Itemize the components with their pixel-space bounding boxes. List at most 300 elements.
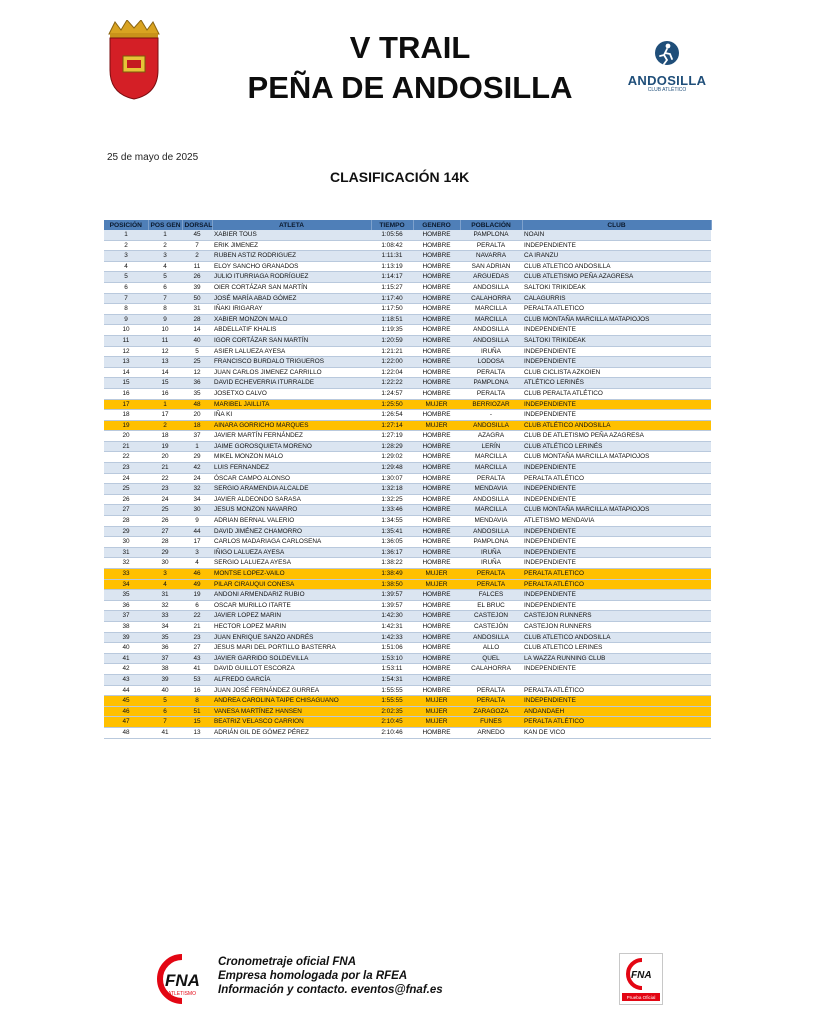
cell-poblacion: ANDOSILLA — [460, 325, 522, 336]
cell-pos-gen: 23 — [148, 484, 182, 495]
cell-dorsal: 36 — [182, 378, 212, 389]
table-row — [104, 632, 711, 643]
cell-tiempo: 1:22:00 — [371, 357, 413, 368]
cell-genero: HOMBRE — [413, 325, 460, 336]
table-row — [104, 621, 711, 632]
cell-poblacion: PAMPLONA — [460, 537, 522, 548]
table-row — [104, 420, 711, 431]
cell-genero: HOMBRE — [413, 484, 460, 495]
cell-genero: HOMBRE — [413, 346, 460, 357]
cell-pos: 35 — [104, 590, 148, 601]
cell-pos-gen: 39 — [148, 674, 182, 685]
cell-dorsal: 34 — [182, 494, 212, 505]
cell-genero: HOMBRE — [413, 240, 460, 251]
cell-tiempo: 1:20:59 — [371, 335, 413, 346]
cell-poblacion: QUEL — [460, 653, 522, 664]
cell-tiempo: 1:18:51 — [371, 314, 413, 325]
cell-club: INDEPENDIENTE — [522, 600, 711, 611]
town-crest-logo — [103, 20, 165, 100]
cell-pos: 26 — [104, 494, 148, 505]
table-row — [104, 431, 711, 442]
table-row — [104, 335, 711, 346]
cell-pos-gen: 22 — [148, 473, 182, 484]
cell-tiempo: 1:53:11 — [371, 664, 413, 675]
cell-genero: MUJER — [413, 579, 460, 590]
cell-dorsal: 46 — [182, 569, 212, 580]
col-posicion: POSICIÓN — [104, 220, 148, 230]
cell-dorsal: 29 — [182, 452, 212, 463]
table-row — [104, 293, 711, 304]
cell-dorsal: 42 — [182, 463, 212, 474]
cell-atleta: ANDONI ARMENDARIZ RUBIO — [212, 590, 371, 601]
cell-pos-gen: 25 — [148, 505, 182, 516]
cell-club: PERALTA ATLÉTICO — [522, 473, 711, 484]
cell-atleta: SERGIO LALUEZA AYESA — [212, 558, 371, 569]
cell-atleta: SERGIO ARAMENDIA ALCALDE — [212, 484, 371, 495]
classification-title: CLASIFICACIÓN 14K — [330, 169, 470, 185]
cell-club: INDEPENDIENTE — [522, 537, 711, 548]
cell-pos: 23 — [104, 463, 148, 474]
table-row — [104, 399, 711, 410]
cell-pos: 33 — [104, 569, 148, 580]
cell-pos: 45 — [104, 696, 148, 707]
cell-pos: 46 — [104, 706, 148, 717]
cell-genero: HOMBRE — [413, 251, 460, 262]
cell-atleta: MARIBEL JAILLITA — [212, 399, 371, 410]
cell-club — [522, 674, 711, 685]
cell-club: INDEPENDIENTE — [522, 463, 711, 474]
cell-poblacion: IRUÑA — [460, 558, 522, 569]
cell-atleta: JUAN JOSÉ FERNÁNDEZ GURREA — [212, 685, 371, 696]
cell-pos: 17 — [104, 399, 148, 410]
cell-tiempo: 1:29:02 — [371, 452, 413, 463]
cell-genero: HOMBRE — [413, 463, 460, 474]
cell-atleta: ANDREA CAROLINA TAIPE CHISAGUANO — [212, 696, 371, 707]
cell-tiempo: 1:08:42 — [371, 240, 413, 251]
cell-pos: 28 — [104, 516, 148, 527]
cell-atleta: HECTOR LOPEZ MARIN — [212, 621, 371, 632]
table-row — [104, 590, 711, 601]
cell-dorsal: 1 — [182, 441, 212, 452]
cell-tiempo: 1:53:10 — [371, 653, 413, 664]
cell-club: NOAIN — [522, 230, 711, 240]
cell-club: CLUB CICLISTA AZKOIEN — [522, 367, 711, 378]
cell-genero: HOMBRE — [413, 367, 460, 378]
cell-tiempo: 1:36:17 — [371, 547, 413, 558]
cell-genero: HOMBRE — [413, 441, 460, 452]
cell-tiempo: 1:33:46 — [371, 505, 413, 516]
cell-club: INDEPENDIENTE — [522, 494, 711, 505]
cell-dorsal: 49 — [182, 579, 212, 590]
cell-poblacion: MARCILLA — [460, 463, 522, 474]
cell-genero: HOMBRE — [413, 378, 460, 389]
cell-pos-gen: 21 — [148, 463, 182, 474]
cell-pos: 7 — [104, 293, 148, 304]
cell-tiempo: 1:19:35 — [371, 325, 413, 336]
cell-genero: HOMBRE — [413, 526, 460, 537]
cell-pos: 21 — [104, 441, 148, 452]
table-row — [104, 494, 711, 505]
cell-poblacion: LERÍN — [460, 441, 522, 452]
runner-icon — [654, 40, 680, 68]
cell-genero: HOMBRE — [413, 261, 460, 272]
cell-poblacion: CALAHORRA — [460, 664, 522, 675]
cell-club: CASTEJON RUNNERS — [522, 621, 711, 632]
cell-pos: 13 — [104, 357, 148, 368]
cell-pos-gen: 20 — [148, 452, 182, 463]
cell-tiempo: 1:05:56 — [371, 230, 413, 240]
cell-tiempo: 2:10:46 — [371, 727, 413, 738]
cell-dorsal: 51 — [182, 706, 212, 717]
cell-club: CLUB DE ATLETISMO PEÑA AZAGRESA — [522, 431, 711, 442]
cell-pos-gen: 29 — [148, 547, 182, 558]
cell-pos-gen: 6 — [148, 706, 182, 717]
cell-club: INDEPENDIENTE — [522, 357, 711, 368]
cell-pos-gen: 8 — [148, 304, 182, 315]
cell-pos: 40 — [104, 643, 148, 654]
cell-poblacion: ZARAGOZA — [460, 706, 522, 717]
cell-club: INDEPENDIENTE — [522, 484, 711, 495]
cell-atleta: FRANCISCO BURDALO TRIGUEROS — [212, 357, 371, 368]
table-row — [104, 505, 711, 516]
cell-club: PERALTA ATLETICO — [522, 569, 711, 580]
cell-poblacion: MARCILLA — [460, 505, 522, 516]
table-row — [104, 261, 711, 272]
table-row — [104, 452, 711, 463]
cell-pos: 34 — [104, 579, 148, 590]
cell-genero: HOMBRE — [413, 632, 460, 643]
cell-pos-gen: 40 — [148, 685, 182, 696]
cell-club: PERALTA ATLÉTICO — [522, 579, 711, 590]
cell-pos: 6 — [104, 282, 148, 293]
cell-pos-gen: 6 — [148, 282, 182, 293]
table-row — [104, 696, 711, 707]
cell-dorsal: 8 — [182, 696, 212, 707]
table-row — [104, 251, 711, 262]
cell-club: CLUB ATLÉTICO LERINÉS — [522, 441, 711, 452]
cell-pos: 9 — [104, 314, 148, 325]
cell-tiempo: 1:11:31 — [371, 251, 413, 262]
cell-dorsal: 23 — [182, 632, 212, 643]
cell-genero: HOMBRE — [413, 230, 460, 240]
cell-pos-gen: 19 — [148, 441, 182, 452]
cell-poblacion: ANDOSILLA — [460, 335, 522, 346]
cell-dorsal: 41 — [182, 664, 212, 675]
cell-poblacion: SAN ADRIAN — [460, 261, 522, 272]
cell-atleta: ÓSCAR CAMPO ALONSO — [212, 473, 371, 484]
cell-poblacion: - — [460, 410, 522, 421]
cell-genero: HOMBRE — [413, 516, 460, 527]
cell-pos-gen: 26 — [148, 516, 182, 527]
cell-genero: HOMBRE — [413, 473, 460, 484]
cell-club: CLUB ATLÉTICO ANDOSILLA — [522, 420, 711, 431]
cell-pos-gen: 12 — [148, 346, 182, 357]
cell-poblacion: PERALTA — [460, 388, 522, 399]
cell-atleta: IÑAKI IRIGARAY — [212, 304, 371, 315]
cell-atleta: AINARA GORRICHO MARQUES — [212, 420, 371, 431]
cell-club: INDEPENDIENTE — [522, 526, 711, 537]
cell-club: INDEPENDIENTE — [522, 696, 711, 707]
cell-tiempo: 1:30:07 — [371, 473, 413, 484]
cell-pos-gen: 2 — [148, 240, 182, 251]
cell-pos: 11 — [104, 335, 148, 346]
table-row — [104, 653, 711, 664]
cell-dorsal: 9 — [182, 516, 212, 527]
cell-tiempo: 1:38:50 — [371, 579, 413, 590]
cell-pos: 14 — [104, 367, 148, 378]
cell-tiempo: 1:36:05 — [371, 537, 413, 548]
cell-pos: 15 — [104, 378, 148, 389]
cell-pos-gen: 10 — [148, 325, 182, 336]
table-row — [104, 516, 711, 527]
cell-pos-gen: 37 — [148, 653, 182, 664]
cell-tiempo: 1:13:19 — [371, 261, 413, 272]
cell-atleta: JAVIER LOPEZ MARIN — [212, 611, 371, 622]
cell-atleta: RUBEN ASTIZ RODRIGUEZ — [212, 251, 371, 262]
cell-pos: 8 — [104, 304, 148, 315]
cell-tiempo: 1:34:55 — [371, 516, 413, 527]
cell-genero: HOMBRE — [413, 621, 460, 632]
col-atleta: ATLETA — [212, 220, 371, 230]
cell-poblacion: MENDAVIA — [460, 484, 522, 495]
cell-pos-gen: 15 — [148, 378, 182, 389]
cell-dorsal: 25 — [182, 357, 212, 368]
cell-club: ATLÉTICO LERINÉS — [522, 378, 711, 389]
cell-dorsal: 16 — [182, 685, 212, 696]
cell-genero: HOMBRE — [413, 494, 460, 505]
cell-pos-gen: 31 — [148, 590, 182, 601]
table-row — [104, 674, 711, 685]
club-atletico-andosilla-logo — [624, 40, 710, 98]
cell-dorsal: 19 — [182, 590, 212, 601]
table-header-row — [104, 220, 711, 230]
cell-pos: 43 — [104, 674, 148, 685]
cell-atleta: ALFREDO GARCÍA — [212, 674, 371, 685]
cell-pos-gen: 18 — [148, 431, 182, 442]
cell-poblacion: BERRIOZAR — [460, 399, 522, 410]
cell-dorsal: 13 — [182, 727, 212, 738]
cell-genero: HOMBRE — [413, 727, 460, 738]
cell-pos-gen: 5 — [148, 696, 182, 707]
cell-dorsal: 45 — [182, 230, 212, 240]
cell-genero: HOMBRE — [413, 293, 460, 304]
cell-dorsal: 5 — [182, 346, 212, 357]
cell-atleta: CARLOS MADARIAGA CARLOSENA — [212, 537, 371, 548]
cell-tiempo: 1:38:49 — [371, 569, 413, 580]
cell-poblacion: ALLO — [460, 643, 522, 654]
cell-tiempo: 1:21:21 — [371, 346, 413, 357]
cell-poblacion: ANDOSILLA — [460, 420, 522, 431]
cell-pos-gen: 35 — [148, 632, 182, 643]
cell-dorsal: 21 — [182, 621, 212, 632]
cell-atleta: IÑA KI — [212, 410, 371, 421]
cell-club: PERALTA ATLÉTICO — [522, 685, 711, 696]
cell-club: INDEPENDIENTE — [522, 547, 711, 558]
cell-atleta: MONTSE LOPEZ-VAILO — [212, 569, 371, 580]
cell-pos-gen: 17 — [148, 410, 182, 421]
cell-club: PERALTA ATLÉTICO — [522, 717, 711, 728]
cell-club: CLUB MONTAÑA MARCILLA MATAPIOJOS — [522, 314, 711, 325]
cell-club: INDEPENDIENTE — [522, 325, 711, 336]
cell-poblacion: ARGUEDAS — [460, 272, 522, 283]
cell-dorsal: 39 — [182, 282, 212, 293]
cell-tiempo: 1:25:50 — [371, 399, 413, 410]
cell-club: KAN DE VICO — [522, 727, 711, 738]
cell-genero: HOMBRE — [413, 685, 460, 696]
cell-poblacion: PERALTA — [460, 685, 522, 696]
footer-line-2: Empresa homologada por la RFEA — [218, 970, 408, 982]
cell-poblacion: IRUÑA — [460, 547, 522, 558]
cell-tiempo: 2:10:45 — [371, 717, 413, 728]
cell-club: SALTOKI TRIKIDEAK — [522, 335, 711, 346]
cell-pos: 16 — [104, 388, 148, 399]
cell-pos-gen: 7 — [148, 293, 182, 304]
cell-club: ANDANDAEH — [522, 706, 711, 717]
cell-atleta: VANESA MARTÍNEZ HANSEN — [212, 706, 371, 717]
cell-dorsal: 11 — [182, 261, 212, 272]
cell-pos-gen: 1 — [148, 230, 182, 240]
cell-tiempo: 1:42:33 — [371, 632, 413, 643]
cell-dorsal: 32 — [182, 484, 212, 495]
footer-line-1: Cronometraje oficial FNA — [218, 956, 357, 968]
cell-atleta: JOSÉ MARÍA ABAD GÓMEZ — [212, 293, 371, 304]
cell-pos-gen: 13 — [148, 357, 182, 368]
cell-pos-gen: 7 — [148, 717, 182, 728]
cell-poblacion: ARNEDO — [460, 727, 522, 738]
cell-poblacion: PERALTA — [460, 569, 522, 580]
cell-genero: HOMBRE — [413, 314, 460, 325]
table-row — [104, 643, 711, 654]
cell-tiempo: 1:55:55 — [371, 696, 413, 707]
cell-poblacion: MENDAVIA — [460, 516, 522, 527]
table-row — [104, 282, 711, 293]
col-pos-gen: POS GEN — [148, 220, 182, 230]
table-row — [104, 304, 711, 315]
cell-genero: HOMBRE — [413, 643, 460, 654]
table-row — [104, 388, 711, 399]
event-date: 25 de mayo de 2025 — [107, 152, 199, 163]
cell-atleta: ASIER LALUEZA AYESA — [212, 346, 371, 357]
cell-club: INDEPENDIENTE — [522, 410, 711, 421]
cell-genero: HOMBRE — [413, 505, 460, 516]
table-row — [104, 547, 711, 558]
cell-atleta: MIKEL MONZON MALO — [212, 452, 371, 463]
cell-dorsal: 48 — [182, 399, 212, 410]
table-row — [104, 706, 711, 717]
cell-pos-gen: 30 — [148, 558, 182, 569]
cell-atleta: JUAN ENRIQUE SANZO ANDRÉS — [212, 632, 371, 643]
cell-dorsal: 15 — [182, 717, 212, 728]
cell-pos: 25 — [104, 484, 148, 495]
cell-atleta: XABIER MONZON MALO — [212, 314, 371, 325]
results-table — [104, 220, 712, 739]
cell-dorsal: 31 — [182, 304, 212, 315]
cell-poblacion: LODOSA — [460, 357, 522, 368]
cell-atleta: JULIO ITURRIAGA RODRÍGUEZ — [212, 272, 371, 283]
table-row — [104, 325, 711, 336]
cell-poblacion: CASTEJÓN — [460, 621, 522, 632]
cell-atleta: JAVIER GARRIDO SOLDEVILLA — [212, 653, 371, 664]
cell-pos: 27 — [104, 505, 148, 516]
table-row — [104, 346, 711, 357]
cell-genero: HOMBRE — [413, 357, 460, 368]
table-row — [104, 685, 711, 696]
cell-genero: HOMBRE — [413, 537, 460, 548]
cell-atleta: BEATRIZ VELASCO CARRION — [212, 717, 371, 728]
cell-club: CA IRANZU — [522, 251, 711, 262]
cell-tiempo: 1:28:29 — [371, 441, 413, 452]
cell-club: INDEPENDIENTE — [522, 399, 711, 410]
cell-poblacion: AZAGRA — [460, 431, 522, 442]
cell-poblacion: MARCILLA — [460, 452, 522, 463]
cell-genero: HOMBRE — [413, 388, 460, 399]
table-row — [104, 240, 711, 251]
cell-tiempo: 1:27:14 — [371, 420, 413, 431]
cell-atleta: IÑIGO LALUEZA AYESA — [212, 547, 371, 558]
table-row — [104, 717, 711, 728]
cell-pos-gen: 3 — [148, 569, 182, 580]
cell-pos: 3 — [104, 251, 148, 262]
table-row — [104, 378, 711, 389]
cell-tiempo: 1:14:17 — [371, 272, 413, 283]
cell-tiempo: 1:38:22 — [371, 558, 413, 569]
cell-atleta: JESUS MARI DEL PORTILLO BASTERRA — [212, 643, 371, 654]
cell-poblacion: PAMPLONA — [460, 378, 522, 389]
cell-pos: 31 — [104, 547, 148, 558]
cell-poblacion: FUNES — [460, 717, 522, 728]
cell-poblacion: FALCES — [460, 590, 522, 601]
cell-dorsal: 50 — [182, 293, 212, 304]
cell-genero: HOMBRE — [413, 664, 460, 675]
cell-club: CLUB ATLETICO LERINES — [522, 643, 711, 654]
fna-logo-text: FNA — [165, 971, 200, 990]
cell-tiempo: 1:24:57 — [371, 388, 413, 399]
badge-logo-text: FNA — [631, 970, 652, 981]
cell-tiempo: 1:32:25 — [371, 494, 413, 505]
cell-tiempo: 2:02:35 — [371, 706, 413, 717]
cell-atleta: JAIME GOROSQUIETA MORENO — [212, 441, 371, 452]
cell-atleta: DAVID ECHEVERRIA ITURRALDE — [212, 378, 371, 389]
cell-poblacion: MARCILLA — [460, 314, 522, 325]
cell-club: PERALTA ATLETICO — [522, 304, 711, 315]
cell-dorsal: 6 — [182, 600, 212, 611]
cell-pos: 5 — [104, 272, 148, 283]
cell-dorsal: 7 — [182, 240, 212, 251]
cell-pos: 18 — [104, 410, 148, 421]
cell-club: CLUB MONTAÑA MARCILLA MATAPIOJOS — [522, 452, 711, 463]
col-genero: GENERO — [413, 220, 460, 230]
cell-pos-gen: 28 — [148, 537, 182, 548]
cell-atleta: ADRIÁN GIL DE GÓMEZ PÉREZ — [212, 727, 371, 738]
cell-atleta: OSCAR MURILLO ITARTE — [212, 600, 371, 611]
cell-tiempo: 1:42:31 — [371, 621, 413, 632]
cell-genero: HOMBRE — [413, 600, 460, 611]
cell-pos: 24 — [104, 473, 148, 484]
cell-pos-gen: 24 — [148, 494, 182, 505]
cell-genero: HOMBRE — [413, 452, 460, 463]
table-row — [104, 558, 711, 569]
cell-pos-gen: 32 — [148, 600, 182, 611]
cell-pos: 4 — [104, 261, 148, 272]
cell-poblacion: PERALTA — [460, 696, 522, 707]
table-row — [104, 441, 711, 452]
cell-poblacion: ANDOSILLA — [460, 632, 522, 643]
cell-dorsal: 37 — [182, 431, 212, 442]
cell-club: INDEPENDIENTE — [522, 558, 711, 569]
cell-atleta: JAVIER ALDEONDO SARASA — [212, 494, 371, 505]
cell-pos-gen: 4 — [148, 261, 182, 272]
cell-pos: 42 — [104, 664, 148, 675]
